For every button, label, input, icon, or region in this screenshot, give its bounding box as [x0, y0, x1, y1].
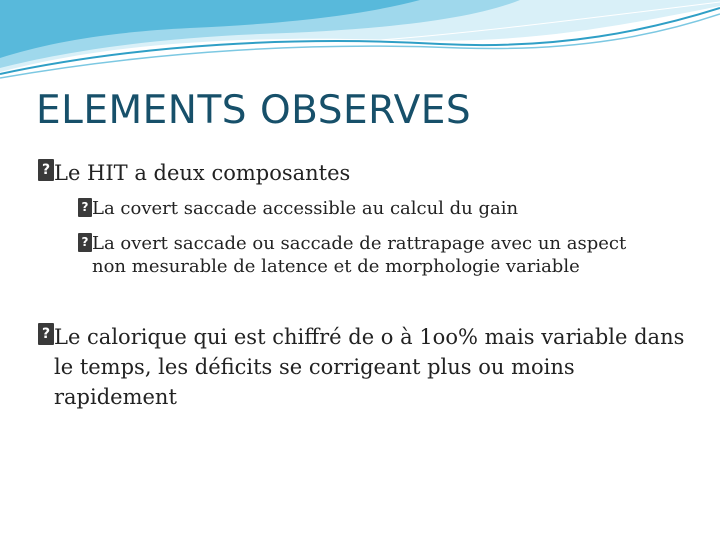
bullet-marker-icon: ? — [38, 159, 54, 181]
bullet-marker-icon: ? — [78, 233, 92, 252]
slide-title: ELEMENTS OBSERVES — [36, 88, 472, 133]
bullet-marker-icon: ? — [38, 323, 54, 345]
bullet-text: Le HIT a deux composantes — [54, 161, 351, 185]
bullet-item — [38, 158, 678, 188]
bullet-text: La covert saccade accessible au calcul du gain — [92, 198, 519, 219]
sub-bullet-item — [78, 232, 658, 278]
bullet-text: La overt saccade ou saccade de rattrapage avec un aspect non mesurable de latence et de morphologie variable — [92, 233, 627, 277]
bullet-marker-icon: ? — [78, 198, 92, 217]
header-wave-decoration — [0, 0, 720, 90]
sub-bullet-item — [78, 197, 648, 220]
bullet-item — [38, 322, 688, 412]
bullet-text: Le calorique qui est chiffré de o à 1oo% mais variable dans le temps, les déficits se corrigeant plus ou moins rapidement — [54, 325, 685, 409]
